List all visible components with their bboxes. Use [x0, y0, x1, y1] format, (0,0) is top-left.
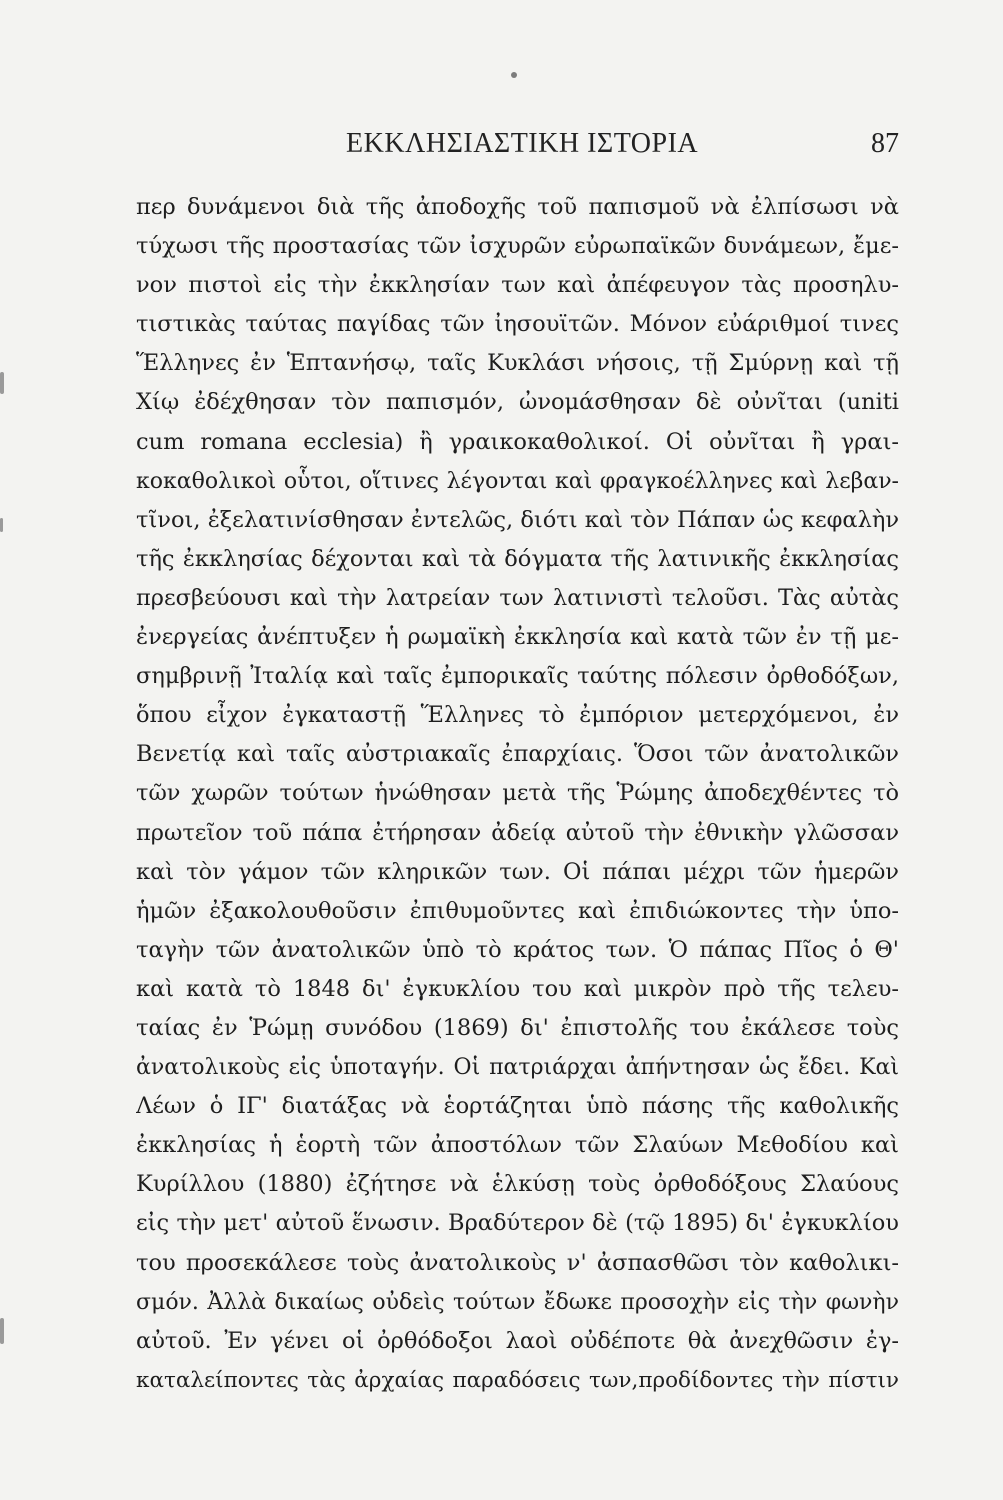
running-title: ΕΚΚΛΗΣΙΑΣΤΙΚΗ ΙΣΤΟΡΙΑ: [346, 128, 699, 159]
page-header: [136, 128, 899, 168]
text-line: ἐκκλησίας ἡ ἑορτὴ τῶν ἀποστόλων τῶν Σλαύων Μεθοδίου καὶ: [136, 1132, 899, 1159]
text-line: ταγὴν τῶν ἀνατολικῶν ὑπὸ τὸ κράτος των. Ὁ πάπας Πῖος ὁ Θ': [136, 936, 899, 963]
edge-mark: [0, 1318, 4, 1344]
text-line: Ἕλληνες ἐν Ἑπτανήσῳ, ταῖς Κυκλάσι νήσοις, τῇ Σμύρνῃ καὶ τῇ: [136, 350, 899, 377]
ink-dot: [511, 72, 517, 78]
text-line: τῆς ἐκκλησίας δέχονται καὶ τὰ δόγματα τῆς λατινικῆς ἐκκλησίας: [136, 545, 899, 572]
text-line: καὶ κατὰ τὸ 1848 δι' ἐγκυκλίου του καὶ μικρὸν πρὸ τῆς τελευ-: [136, 975, 899, 1002]
page-number: 87: [871, 128, 899, 159]
text-line: του προσεκάλεσε τοὺς ἀνατολικοὺς ν' ἀσπασθῶσι τὸν καθολικι-: [136, 1249, 899, 1276]
text-line: περ δυνάμενοι διὰ τῆς ἀποδοχῆς τοῦ παπισμοῦ νὰ ἐλπίσωσι νὰ: [136, 194, 899, 220]
text-line: τιστικὰς ταύτας παγίδας τῶν ἰησουϊτῶν. Μόνον εὐάριθμοί τινες: [136, 311, 899, 338]
text-line: καταλείποντες τὰς ἀρχαίας παραδόσεις των,προδίδοντες τὴν πίστιν: [136, 1367, 899, 1393]
text-line: καὶ τὸν γάμον τῶν κληρικῶν των. Οἱ πάπαι μέχρι τῶν ἡμερῶν: [136, 858, 899, 885]
text-line: Βενετίᾳ καὶ ταῖς αὐστριακαῖς ἐπαρχίαις. Ὅσοι τῶν ἀνατολικῶν: [136, 741, 899, 768]
text-line: Κυρίλλου (1880) ἐζήτησε νὰ ἑλκύσῃ τοὺς ὀρθοδόξους Σλαύους: [136, 1171, 899, 1198]
text-line: ἀνατολικοὺς εἰς ὑποταγήν. Οἱ πατριάρχαι ἀπήντησαν ὡς ἔδει. Καὶ: [136, 1055, 899, 1081]
text-line: τῖνοι, ἐξελατινίσθησαν ἐντελῶς, διότι καὶ τὸν Πάπαν ὡς κεφαλὴν: [136, 506, 899, 533]
text-line: πρωτεῖον τοῦ πάπα ἐτήρησαν ἀδείᾳ αὐτοῦ τὴν ἐθνικὴν γλῶσσαν: [136, 819, 899, 846]
body-text: [136, 188, 899, 1400]
text-line: ἐνεργείας ἀνέπτυξεν ἡ ρωμαϊκὴ ἐκκλησία καὶ κατὰ τῶν ἐν τῇ με-: [136, 624, 899, 651]
text-line: τῶν χωρῶν τούτων ἡνώθησαν μετὰ τῆς Ῥώμης ἀποδεχθέντες τὸ: [136, 780, 899, 807]
text-line: Χίῳ ἐδέχθησαν τὸν παπισμόν, ὠνομάσθησαν δὲ οὐνῖται (uniti: [136, 389, 899, 416]
text-line: πρεσβεύουσι καὶ τὴν λατρείαν των λατινιστὶ τελοῦσι. Τὰς αὐτὰς: [136, 584, 899, 611]
text-line: σημβρινῇ Ἰταλίᾳ καὶ ταῖς ἐμπορικαῖς ταύτης πόλεσιν ὀρθοδόξων,: [136, 663, 899, 690]
text-line: νον πιστοὶ εἰς τὴν ἐκκλησίαν των καὶ ἀπέφευγον τὰς προσηλυ-: [136, 272, 899, 299]
edge-mark: [0, 518, 3, 532]
text-line: cum romana ecclesia) ἢ γραικοκαθολικοί. Οἱ οὐνῖται ἢ γραι-: [136, 428, 899, 455]
text-line: σμόν. Ἀλλὰ δικαίως οὐδεὶς τούτων ἔδωκε προσοχὴν εἰς τὴν φωνὴν: [136, 1289, 899, 1315]
text-line: αὐτοῦ. Ἐν γένει οἱ ὀρθόδοξοι λαοὶ οὐδέποτε θὰ ἀνεχθῶσιν ἐγ-: [136, 1327, 899, 1354]
text-line: ὅπου εἶχον ἐγκαταστῇ Ἕλληνες τὸ ἐμπόριον μετερχόμενοι, ἐν: [136, 702, 899, 729]
text-line: κοκαθολικοὶ οὗτοι, οἵτινες λέγονται καὶ φραγκοέλληνες καὶ λεβαν-: [136, 468, 899, 494]
text-line: ἡμῶν ἐξακολουθοῦσιν ἐπιθυμοῦντες καὶ ἐπιδιώκοντες τὴν ὑπο-: [136, 897, 899, 924]
text-line: ταίας ἐν Ῥώμῃ συνόδου (1869) δι' ἐπιστολῆς του ἐκάλεσε τοὺς: [136, 1014, 899, 1041]
text-line: εἰς τὴν μετ' αὐτοῦ ἕνωσιν. Βραδύτερον δὲ (τῷ 1895) δι' ἐγκυκλίου: [136, 1210, 899, 1237]
text-line: Λέων ὁ ΙΓ' διατάξας νὰ ἑορτάζηται ὑπὸ πάσης τῆς καθολικῆς: [136, 1093, 899, 1120]
text-line: τύχωσι τῆς προστασίας τῶν ἰσχυρῶν εὐρωπαϊκῶν δυνάμεων, ἔμε-: [136, 233, 899, 260]
edge-mark: [0, 372, 4, 394]
